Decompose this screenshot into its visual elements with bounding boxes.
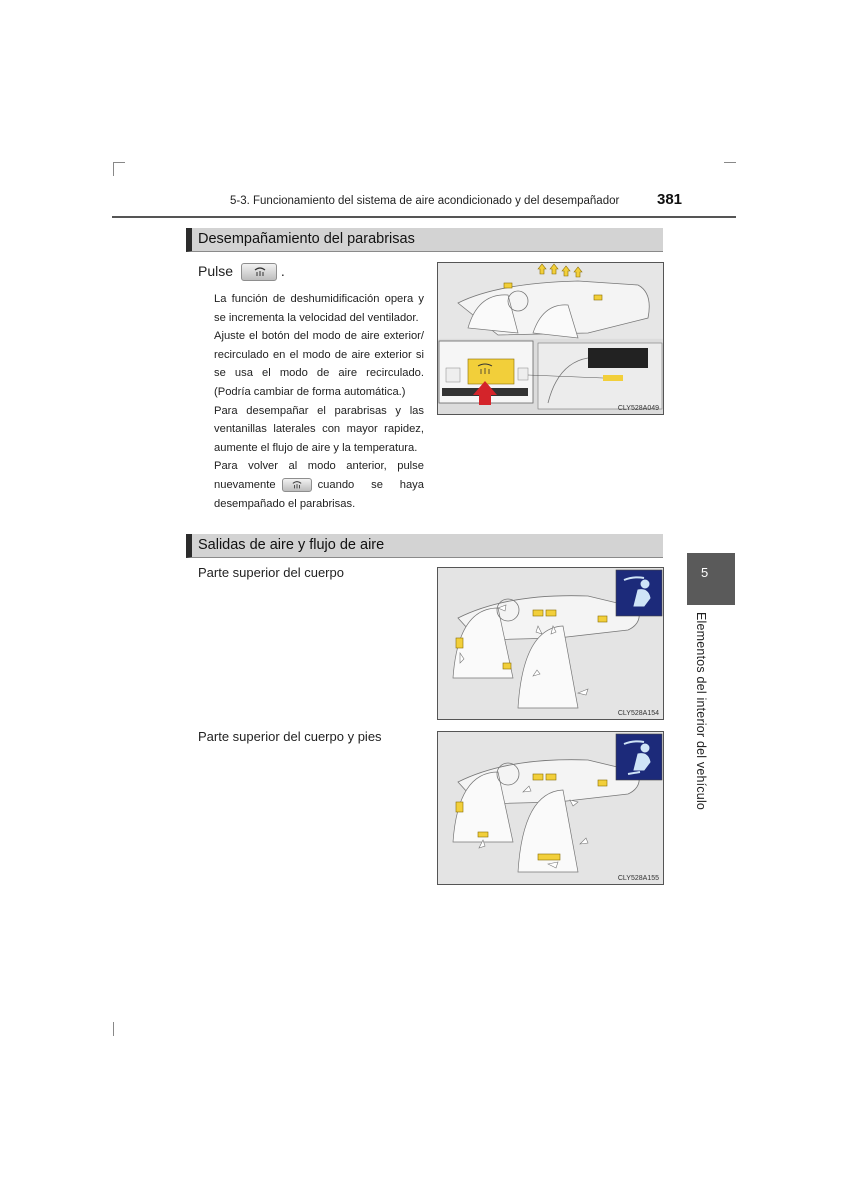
defroster-button-icon [282, 478, 312, 492]
figure-code: CLY528A154 [617, 710, 659, 717]
defroster-figure [437, 262, 664, 415]
crop-mark [113, 162, 125, 163]
cabin-airflow-illustration [438, 732, 664, 885]
section-heading-defrost [186, 228, 663, 252]
crop-mark [724, 162, 736, 163]
running-header-title: 5-3. Funcionamiento del sistema de aire acondicionado y del desempañador [230, 195, 620, 207]
paragraph: La función de deshumidificación opera y se incrementa la velocidad del ventilador. [214, 293, 424, 324]
chapter-number: 5 [701, 565, 709, 580]
mode-label-upper-body-feet: Parte superior del cuerpo y pies [198, 729, 382, 744]
paragraph-text: Para volver al modo anterior, pulse nuevamente [214, 460, 424, 491]
header-rule [112, 216, 736, 218]
crop-mark [113, 162, 114, 176]
paragraph: Ajuste el botón del modo de aire exterior/ recirculado en el modo de aire exterior si se usa el modo de aire recirculado. (Podría cambiar de forma automática.) [214, 330, 424, 398]
pulse-instruction [198, 263, 285, 281]
figure-code: CLY528A155 [617, 875, 659, 882]
section-heading-air-outlets [186, 534, 663, 558]
defroster-button-icon [241, 263, 277, 281]
defrost-description [214, 290, 424, 513]
dashboard-illustration [438, 263, 664, 415]
chapter-title-vertical: Elementos del interior del vehículo [694, 612, 708, 811]
section-heading-text: Salidas de aire y flujo de aire [198, 537, 385, 553]
airflow-figure-upper-body-feet [437, 731, 664, 885]
airflow-figure-upper-body [437, 567, 664, 720]
crop-mark [113, 1022, 114, 1036]
paragraph: Para desempañar el parabrisas y las ventanillas laterales con mayor rapidez, aumente el flujo de aire y la temperatura. [214, 404, 424, 454]
pulse-label: Pulse [198, 263, 234, 279]
section-heading-text: Desempañamiento del parabrisas [198, 231, 415, 247]
paragraph [214, 457, 424, 513]
paragraph-text: cuando se haya desempañado el parabrisas. [214, 478, 424, 510]
cabin-airflow-illustration [438, 568, 664, 720]
figure-code: CLY528A049 [617, 405, 659, 412]
pulse-suffix: . [280, 263, 285, 279]
page-number: 381 [657, 191, 683, 208]
mode-label-upper-body: Parte superior del cuerpo [198, 565, 344, 580]
chapter-tab[interactable] [687, 553, 735, 605]
